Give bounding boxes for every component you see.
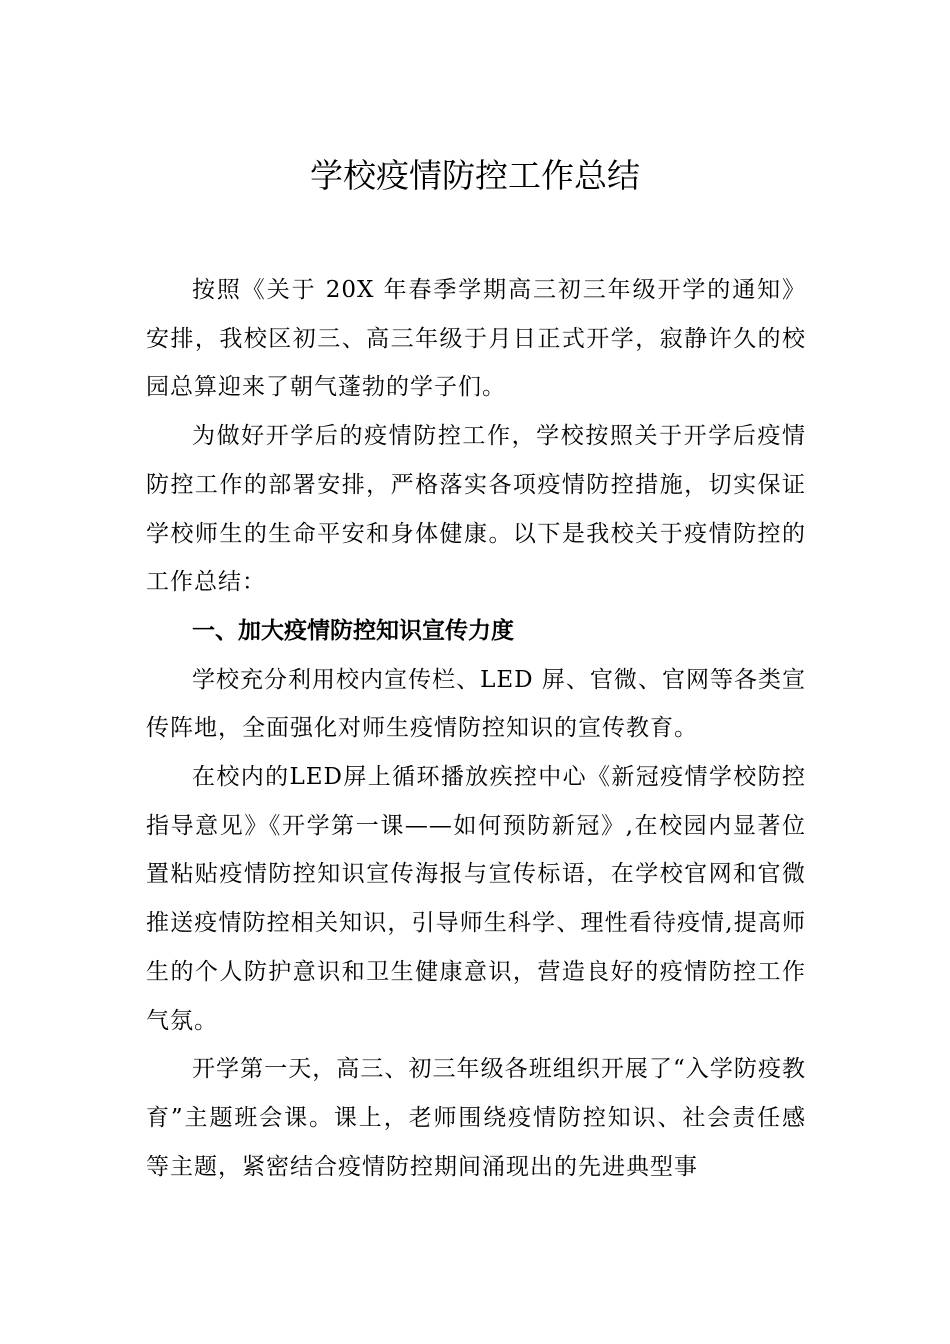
document-title: 学校疫情防控工作总结 bbox=[310, 156, 640, 195]
paragraph-first-day: 开学第一天，高三、初三年级各班组织开展了“入学防疫教育”主题班会课。课上，老师围绕疫情防控知识、社会责任感等主题，紧密结合疫情防控期间涌现出的先进典型事 bbox=[146, 1056, 806, 1180]
paragraph-overview: 为做好开学后的疫情防控工作，学校按照关于开学后疫情防控工作的部署安排，严格落实各项疫情防控措施，切实保证学校师生的生命平安和身体健康。以下是我校关于疫情防控的工作总结： bbox=[146, 423, 806, 596]
section-heading-1: 一、加大疫情防控知识宣传力度 bbox=[192, 617, 514, 644]
document-body bbox=[146, 266, 806, 1191]
paragraph-led-screen: 在校内的LED屏上循环播放疾控中心《新冠疫情学校防控指导意见》《开学第一课——如何预防新冠》,在校园内显著位置粘贴疫情防控知识宣传海报与宣传标语，在学校官网和官微推送疫情防控相关知识，引导师生科学、理性看待疫情,提高师生的个人防护意识和卫生健康意识，营造良好的疫情防控工作气氛。 bbox=[146, 764, 806, 1034]
paragraph-intro: 按照《关于 20X 年春季学期高三初三年级开学的通知》安排，我校区初三、高三年级于月日正式开学，寂静许久的校园总算迎来了朝气蓬勃的学子们。 bbox=[146, 277, 806, 401]
paragraph-publicity: 学校充分利用校内宣传栏、LED 屏、官微、官网等各类宣传阵地，全面强化对师生疫情防控知识的宣传教育。 bbox=[146, 666, 806, 742]
